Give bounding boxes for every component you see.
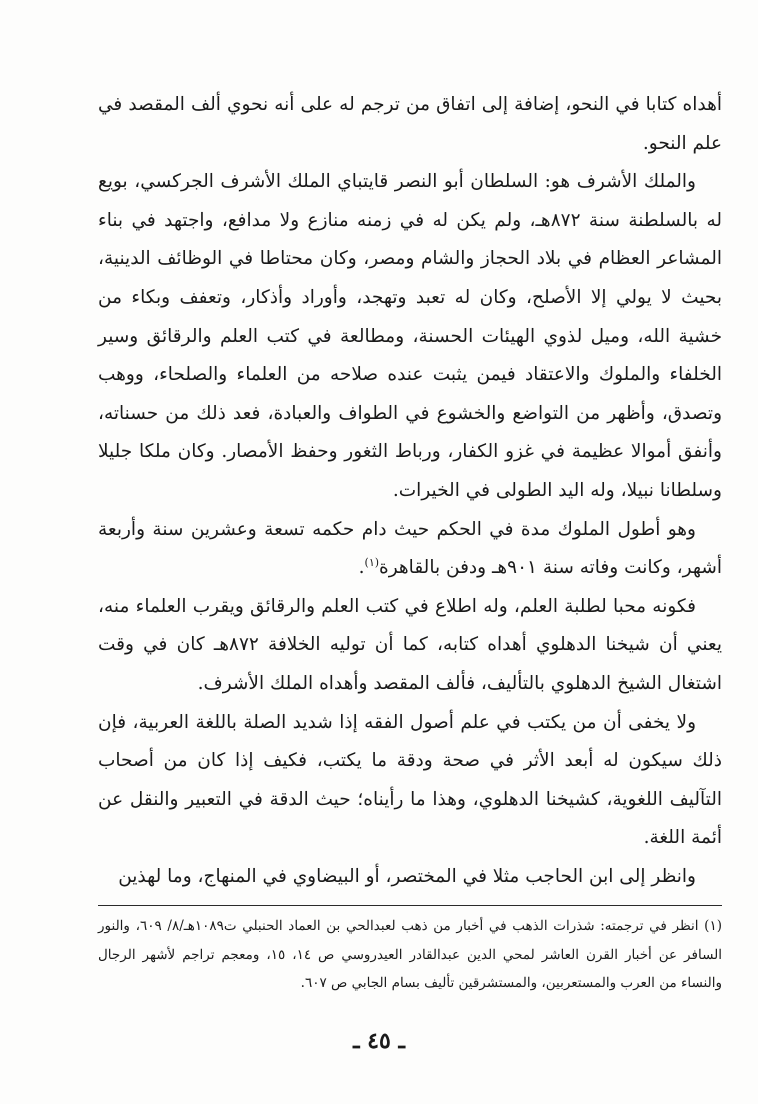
paragraph-6-text: وانظر إلى ابن الحاجب مثلا في المختصر، أو البيضاوي في المنهاج، وما لهذين [118, 865, 696, 887]
paragraph-6 [98, 858, 722, 897]
paragraph-3-text: وهو أطول الملوك مدة في الحكم حيث دام حكمه تسعة وعشرين سنة وأربعة أشهر، وكانت وفاته سنة ٩٠١هـ ودفن بالقاهرة [98, 518, 722, 579]
paragraph-4 [98, 588, 722, 704]
main-text [98, 86, 722, 896]
paragraph-5-text: ولا يخفى أن من يكتب في علم أصول الفقه إذا شديد الصلة باللغة العربية، فإن ذلك سيكون له أبعد الأثر في صحة ودقة ما يكتب، فكيف إذا كان من أصحاب التآليف اللغوية، كشيخنا الدهلوي، وهذا ما رأيناه؛ حيث الدقة في التعبير والنقل عن أئمة اللغة. [98, 711, 722, 849]
paragraph-1 [98, 86, 722, 163]
paragraph-2 [98, 163, 722, 510]
footnote-marker[interactable]: (١) [364, 555, 380, 569]
footnote-1-text: (١) انظر في ترجمته: شذرات الذهب في أخبار من ذهب لعبدالحي بن العماد الحنبلي ت١٠٨٩هـ/٨/ ٦٠٩، والنور السافر عن أخبار القرن العاشر لمحي الدين عبدالقادر العيدروسي ص ١٤، ١٥، ومعجم تراجم لأشهر الرجال والنساء من العرب والمستعربين، والمستشرقين تأليف بسام الجابي ص ٦٠٧. [98, 918, 722, 991]
footnote-separator [98, 905, 722, 906]
paragraph-1-text: أهداه كتابا في النحو، إضافة إلى اتفاق من ترجم له على أنه نحوي ألف المقصد في علم النحو. [98, 94, 722, 154]
paragraph-3 [98, 511, 722, 588]
paragraph-4-text: فكونه محبا لطلبة العلم، وله اطلاع في كتب العلم والرقائق ويقرب العلماء منه، يعني أن شيخنا الدهلوي أهداه كتابه، كما أن توليه الخلافة ٨٧٢هـ كان في وقت اشتغال الشيخ الدهلوي بالتأليف، فألف المقصد وأهداه الملك الأشرف. [98, 595, 722, 694]
paragraph-5 [98, 704, 722, 858]
footnotes [98, 912, 722, 998]
footnote-1 [98, 912, 722, 998]
paragraph-3-text-after: . [358, 557, 365, 579]
paragraph-2-text: والملك الأشرف هو: السلطان أبو النصر قايتباي الملك الأشرف الجركسي، بويع له بالسلطنة سنة ٨٧٢هـ، ولم يكن له في زمنه منازع ولا مدافع، واجتهد في بناء المشاعر العظام في بلاد الحجاز والشام ومصر، وكان محتاطا في الوظائف الدينية، بحيث لا يولي إلا الأصلح، وكان له تعبد وتهجد، وأوراد وأذكار، وتعفف وبكاء من خشية الله، وميل لذوي الهيئات الحسنة، ومطالعة في كتب العلم والرقائق وسير الخلفاء والملوك والاعتقاد فيمن يثبت عنده صلاحه من العلماء والصلحاء، ووهب وتصدق، وأظهر من التواضع والخشوع في الطواف والعبادة، فعد ذلك من حسناته، وأنفق أموالا عظيمة في غزو الكفار، ورباط الثغور وحفظ الأمصار. وكان ملكا جليلا وسلطانا نبيلا، وله اليد الطولى في الخيرات. [98, 171, 723, 501]
page-number: ـ ٤٥ ـ [353, 1028, 405, 1054]
